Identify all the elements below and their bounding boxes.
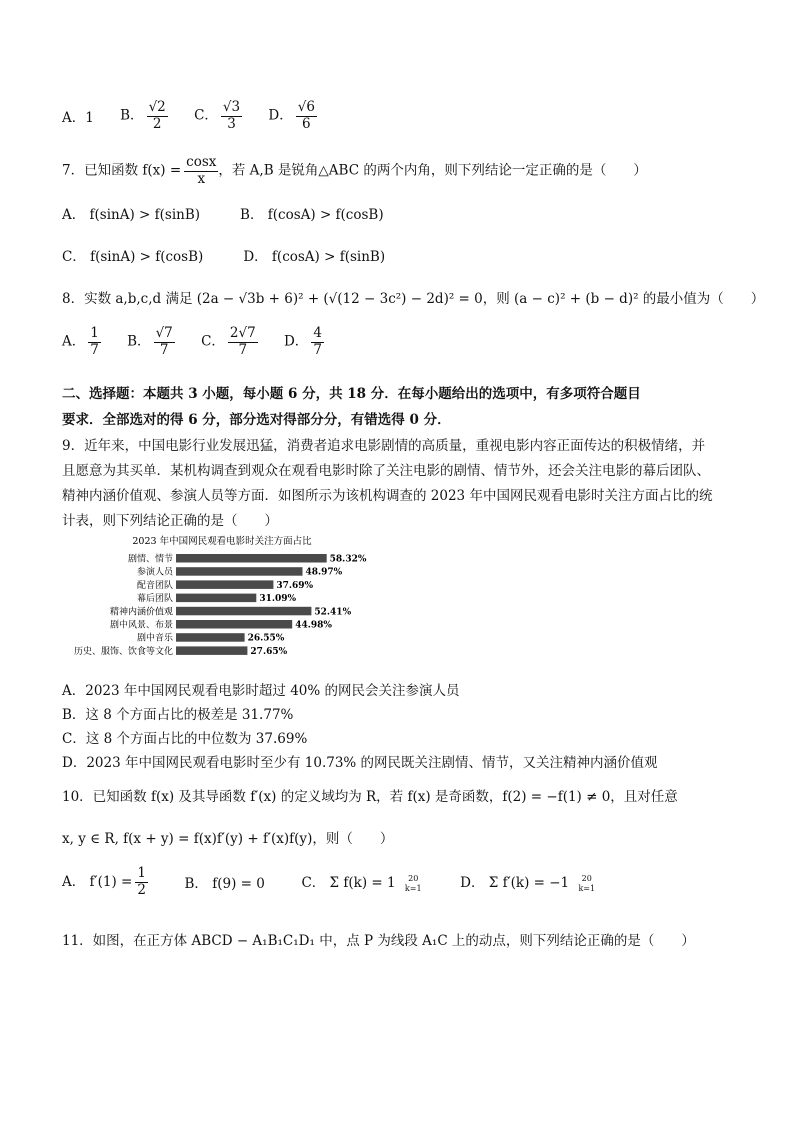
q8-option-a: A． $\frac{1}{7}$: [62, 325, 99, 358]
q6-option-c: C． $\frac{√3}{3}$: [194, 99, 241, 132]
q8-options: [62, 326, 346, 358]
chart-bar: [176, 580, 273, 589]
q11-line1: 11．如图，在正方体 ABCD − A₁B₁C₁D₁ 中，点 P 为线段 A₁C 上的动点，则下列结论正确的是（ ）: [62, 933, 695, 949]
q7-options-row1: [62, 203, 384, 223]
q10-option-a: A． f′(1) = $\frac{1}{2}$: [62, 865, 146, 898]
chart-bar: [176, 567, 303, 576]
q6-option-b: B． $\frac{√2}{2}$: [120, 99, 166, 132]
chart-value-label: 26.55%: [247, 633, 285, 644]
q9-line1: 9．近年来，中国电影行业发展迅猛，消费者追求电影剧情的高质量，重视电影内容正面传达的积极情绪，并: [62, 438, 706, 454]
q7-option-d: D． f(cosA) > f(sinB): [243, 249, 386, 265]
chart-title: 2023 年中国网民观看电影时关注方面占比: [132, 536, 312, 547]
q7-option-b: B． f(cosA) > f(cosB): [240, 207, 384, 223]
chart-value-label: 44.98%: [295, 620, 332, 631]
q6-options: [62, 100, 339, 132]
q10-line2: x, y ∈ R, f(x + y) = f(x)f′(y) + f′(x)f(y)，则（ ）: [62, 831, 394, 847]
q9-line4: 计表，则下列结论正确的是（ ）: [62, 513, 278, 529]
q7-options-row2: [62, 245, 385, 265]
q9-option-c: C．这 8 个方面占比的中位数为 37.69%: [62, 731, 308, 747]
q6-option-a: A．1: [62, 110, 94, 127]
chart-value-label: 27.65%: [250, 646, 288, 657]
chart-category-label: 剧中音乐: [136, 633, 173, 644]
chart-category-label: 幕后团队: [136, 594, 173, 605]
q8-option-b: B． $\frac{√7}{7}$: [127, 325, 173, 358]
q9-line2: 且愿意为其买单．某机构调查到观众在观看电影时除了关注电影的剧情、情节外，还会关注电影的幕后团队、: [62, 463, 710, 479]
chart-category-label: 配音团队: [136, 580, 173, 591]
q10-option-c: C． Σ f(k) = 1 20 k=1: [301, 874, 422, 893]
chart-bar: [176, 646, 247, 655]
chart-bar: [176, 594, 256, 603]
q9-option-b: B．这 8 个方面占比的极差是 31.77%: [62, 707, 294, 723]
chart-bar: [176, 554, 327, 563]
q10-option-d: D． Σ f′(k) = −1 20 k=1: [460, 874, 596, 893]
q7-option-c: C． f(sinA) > f(cosB): [62, 249, 204, 265]
chart-category-label: 剧中风景、布景: [109, 620, 173, 631]
q8-stem: 8．实数 a,b,c,d 满足 (2a − √3b + 6)² + (√(12 − 3c²) − 2d)² = 0，则 (a − c)² + (b − d)² 的最小值为（ ）: [62, 291, 765, 307]
chart-category-label: 精神内涵价值观: [109, 607, 173, 618]
q9-option-a: A．2023 年中国网民观看电影时超过 40% 的网民会关注参演人员: [62, 683, 460, 699]
section2-heading-line1: 二、选择题：本题共 3 小题，每小题 6 分，共 18 分．在每小题给出的选项中，有多项符合题目: [62, 386, 641, 402]
q10-options: [62, 866, 597, 898]
q10-line1: 10．已知函数 f(x) 及其导函数 f′(x) 的定义域均为 R，若 f(x) 是奇函数，f(2) = −f(1) ≠ 0，且对任意: [62, 789, 678, 805]
section2-heading-line2: 要求．全部选对的得 6 分，部分选对得部分分，有错选得 0 分．: [62, 412, 451, 428]
chart-value-label: 31.09%: [259, 594, 297, 605]
q6-option-d: D． $\frac{√6}{6}$: [268, 99, 315, 132]
chart-category-label: 历史、服饰、饮食等文化: [73, 646, 173, 657]
chart-value-label: 48.97%: [305, 567, 343, 578]
chart-value-label: 58.32%: [329, 554, 367, 565]
q10-option-b: B． f(9) = 0: [184, 876, 265, 893]
chart-bar: [176, 633, 245, 642]
q9-option-d: D．2023 年中国网民观看电影时至少有 10.73% 的网民既关注剧情、情节，又关注精神内涵价值观: [62, 755, 658, 771]
chart-bar: [176, 607, 311, 616]
q7-option-a: A． f(sinA) > f(sinB): [62, 207, 201, 223]
chart-value-label: 52.41%: [314, 607, 352, 618]
chart-value-label: 37.69%: [276, 580, 314, 591]
q9-line3: 精神内涵价值观、参演人员等方面．如图所示为该机构调查的 2023 年中国网民观看电影时关注方面占比的统: [62, 488, 713, 504]
q8-option-d: D． $\frac{4}{7}$: [283, 325, 322, 358]
q7-stem: 7．已知函数 f(x) = $\frac{\cos x}{x}$ ，若 A,B 是锐角△ABC 的两个内角，则下列结论一定正确的是（ ）: [62, 154, 647, 187]
q8-option-c: C． $\frac{2√7}{7}$: [201, 325, 256, 358]
chart-bar: [176, 620, 292, 629]
q9-bar-chart: [62, 530, 367, 670]
chart-category-label: 参演人员: [136, 567, 173, 578]
chart-category-label: 剧情、情节: [127, 554, 173, 565]
